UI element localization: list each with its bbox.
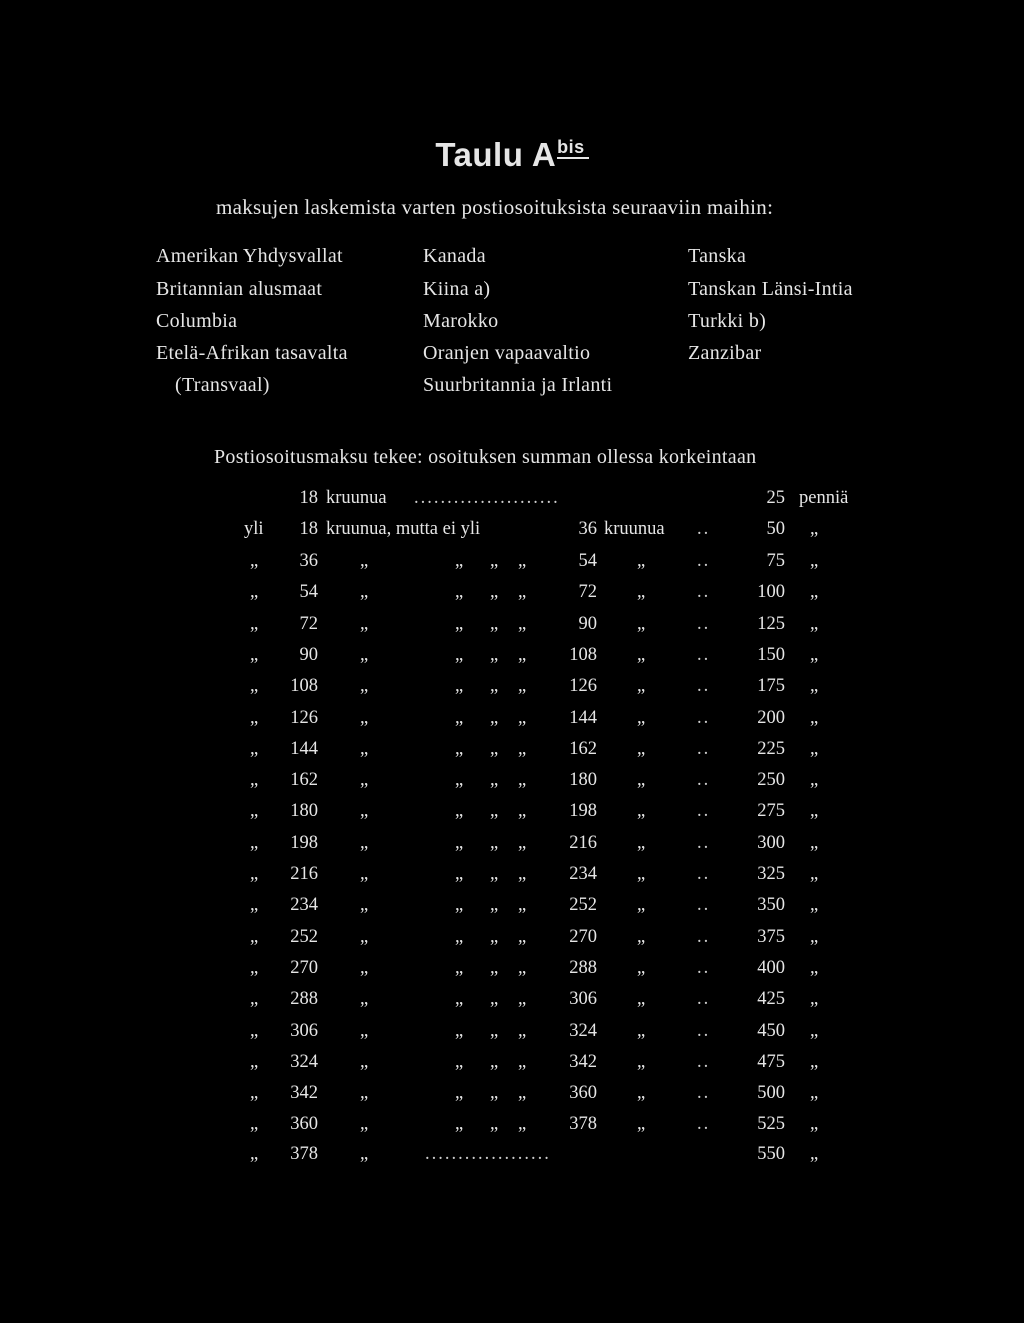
fee-value: 450 bbox=[757, 1021, 785, 1041]
fee-value: 525 bbox=[757, 1114, 785, 1134]
ditto-mark: „ bbox=[637, 1052, 646, 1072]
dot-leader: .. bbox=[697, 1083, 711, 1103]
upper-amount: 72 bbox=[578, 582, 597, 602]
ditto-mark: „ bbox=[490, 739, 499, 759]
dot-leader: .. bbox=[697, 989, 711, 1009]
ditto-mark: „ bbox=[810, 989, 819, 1009]
ditto-mark: „ bbox=[490, 864, 499, 884]
amount: 342 bbox=[290, 1083, 318, 1103]
ditto-mark: „ bbox=[490, 958, 499, 978]
fee-value: 375 bbox=[757, 927, 785, 947]
ditto-mark: „ bbox=[637, 833, 646, 853]
ditto-mark: „ bbox=[455, 551, 464, 571]
ditto-mark: „ bbox=[518, 864, 527, 884]
amount: 18 bbox=[299, 519, 318, 539]
ditto-mark: „ bbox=[490, 1114, 499, 1134]
ditto-mark: „ bbox=[360, 645, 369, 665]
ditto-mark: „ bbox=[518, 770, 527, 790]
fee-value: 100 bbox=[757, 582, 785, 602]
dot-leader: .. bbox=[697, 1021, 711, 1041]
ditto-mark: „ bbox=[360, 895, 369, 915]
amount: 378 bbox=[290, 1144, 318, 1164]
ditto-mark: „ bbox=[637, 895, 646, 915]
fee-value: 400 bbox=[757, 958, 785, 978]
ditto-mark: „ bbox=[518, 833, 527, 853]
country-item: Marokko bbox=[423, 310, 499, 332]
ditto-mark: „ bbox=[518, 1052, 527, 1072]
fee-value: 125 bbox=[757, 614, 785, 634]
ditto-mark: „ bbox=[810, 1144, 819, 1164]
dot-leader: .. bbox=[697, 801, 711, 821]
dot-leader: .. bbox=[697, 519, 711, 539]
amount: 270 bbox=[290, 958, 318, 978]
ditto-mark: „ bbox=[360, 739, 369, 759]
ditto-mark: „ bbox=[455, 927, 464, 947]
upper-amount: 378 bbox=[569, 1114, 597, 1134]
ditto-mark: „ bbox=[490, 927, 499, 947]
amount: 126 bbox=[290, 708, 318, 728]
ditto-mark: „ bbox=[250, 770, 259, 790]
ditto-mark: „ bbox=[490, 614, 499, 634]
ditto-mark: „ bbox=[490, 1083, 499, 1103]
amount: 216 bbox=[290, 864, 318, 884]
ditto-mark: „ bbox=[518, 739, 527, 759]
upper-amount: 108 bbox=[569, 645, 597, 665]
ditto-mark: „ bbox=[455, 708, 464, 728]
country-item: Columbia bbox=[156, 310, 238, 332]
fee-value: 300 bbox=[757, 833, 785, 853]
ditto-mark: „ bbox=[518, 989, 527, 1009]
title-superscript: bis bbox=[557, 137, 589, 159]
ditto-mark: „ bbox=[455, 958, 464, 978]
fee-value: 350 bbox=[757, 895, 785, 915]
fee-value: 200 bbox=[757, 708, 785, 728]
ditto-mark: „ bbox=[637, 801, 646, 821]
ditto-mark: „ bbox=[360, 1052, 369, 1072]
ditto-mark: „ bbox=[637, 1083, 646, 1103]
country-item: Kiina a) bbox=[423, 278, 491, 300]
ditto-mark: „ bbox=[490, 551, 499, 571]
upper-amount: 234 bbox=[569, 864, 597, 884]
ditto-mark: „ bbox=[455, 614, 464, 634]
country-item: Britannian alusmaat bbox=[156, 278, 323, 300]
ditto-mark: „ bbox=[637, 1021, 646, 1041]
dot-leader: .. bbox=[697, 708, 711, 728]
amount: 144 bbox=[290, 739, 318, 759]
fee-value: 25 bbox=[766, 488, 785, 508]
ditto-mark: „ bbox=[490, 833, 499, 853]
ditto-mark: „ bbox=[637, 708, 646, 728]
ditto-mark: „ bbox=[810, 770, 819, 790]
ditto-mark: „ bbox=[455, 739, 464, 759]
ditto-mark: „ bbox=[810, 1083, 819, 1103]
ditto-mark: „ bbox=[637, 551, 646, 571]
ditto-mark: „ bbox=[360, 833, 369, 853]
ditto-mark: „ bbox=[637, 645, 646, 665]
ditto-mark: „ bbox=[490, 582, 499, 602]
ditto-mark: „ bbox=[637, 958, 646, 978]
country-item: Kanada bbox=[423, 245, 486, 267]
amount: 288 bbox=[290, 989, 318, 1009]
ditto-mark: „ bbox=[637, 1114, 646, 1134]
upper-amount: 288 bbox=[569, 958, 597, 978]
ditto-mark: „ bbox=[518, 1114, 527, 1134]
country-item: Oranjen vapaavaltio bbox=[423, 342, 591, 364]
fee-value: 475 bbox=[757, 1052, 785, 1072]
ditto-mark: „ bbox=[810, 958, 819, 978]
ditto-mark: „ bbox=[250, 1083, 259, 1103]
ditto-mark: „ bbox=[810, 645, 819, 665]
subtitle: maksujen laskemista varten postiosoituksista seuraaviin maihin: bbox=[216, 195, 774, 219]
unit-label: kruunua bbox=[604, 519, 665, 539]
amount: 162 bbox=[290, 770, 318, 790]
ditto-mark: „ bbox=[637, 927, 646, 947]
upper-amount: 54 bbox=[578, 551, 597, 571]
ditto-mark: „ bbox=[490, 1052, 499, 1072]
upper-amount: 324 bbox=[569, 1021, 597, 1041]
ditto-mark: „ bbox=[250, 614, 259, 634]
ditto-mark: „ bbox=[250, 1021, 259, 1041]
ditto-mark: „ bbox=[250, 989, 259, 1009]
dot-leader: .. bbox=[697, 864, 711, 884]
fee-value: 250 bbox=[757, 770, 785, 790]
ditto-mark: „ bbox=[360, 989, 369, 1009]
ditto-mark: „ bbox=[455, 645, 464, 665]
dot-leader: .. bbox=[697, 958, 711, 978]
ditto-mark: „ bbox=[810, 739, 819, 759]
ditto-mark: „ bbox=[518, 895, 527, 915]
range-text: kruunua, mutta ei yli bbox=[326, 519, 481, 539]
country-item: Tanskan Länsi-Intia bbox=[688, 278, 853, 300]
ditto-mark: „ bbox=[637, 989, 646, 1009]
country-item: Turkki b) bbox=[688, 310, 767, 332]
fee-value: 75 bbox=[766, 551, 785, 571]
fee-unit: penniä bbox=[799, 488, 849, 508]
amount: 18 bbox=[299, 488, 318, 508]
ditto-mark: „ bbox=[360, 1083, 369, 1103]
ditto-mark: „ bbox=[518, 645, 527, 665]
ditto-mark: „ bbox=[360, 582, 369, 602]
ditto-mark: „ bbox=[637, 582, 646, 602]
ditto-mark: „ bbox=[250, 1114, 259, 1134]
ditto-mark: „ bbox=[250, 801, 259, 821]
ditto-mark: „ bbox=[490, 801, 499, 821]
ditto-mark: „ bbox=[518, 551, 527, 571]
country-item: Tanska bbox=[688, 245, 747, 267]
country-item: Etelä-Afrikan tasavalta bbox=[156, 342, 348, 364]
ditto-mark: „ bbox=[810, 582, 819, 602]
ditto-mark: „ bbox=[250, 708, 259, 728]
upper-amount: 306 bbox=[569, 989, 597, 1009]
ditto-mark: „ bbox=[360, 676, 369, 696]
ditto-mark: „ bbox=[637, 770, 646, 790]
upper-amount: 198 bbox=[569, 801, 597, 821]
ditto-mark: „ bbox=[250, 927, 259, 947]
ditto-mark: „ bbox=[360, 801, 369, 821]
amount: 306 bbox=[290, 1021, 318, 1041]
ditto-mark: „ bbox=[810, 1052, 819, 1072]
ditto-mark: „ bbox=[518, 958, 527, 978]
fee-value: 150 bbox=[757, 645, 785, 665]
dot-leader: .. bbox=[697, 582, 711, 602]
upper-amount: 360 bbox=[569, 1083, 597, 1103]
amount: 72 bbox=[299, 614, 318, 634]
page-title: Taulu $A^{bis}$ bbox=[0, 136, 1024, 174]
amount: 180 bbox=[290, 801, 318, 821]
ditto-mark: „ bbox=[490, 676, 499, 696]
unit-label: kruunua bbox=[326, 488, 387, 508]
ditto-mark: „ bbox=[250, 1144, 259, 1164]
country-item: Zanzibar bbox=[688, 342, 762, 364]
ditto-mark: „ bbox=[490, 770, 499, 790]
ditto-mark: „ bbox=[490, 645, 499, 665]
ditto-mark: „ bbox=[810, 708, 819, 728]
dot-leader: .. bbox=[697, 833, 711, 853]
country-item: Suurbritannia ja Irlanti bbox=[423, 374, 613, 396]
ditto-mark: „ bbox=[455, 833, 464, 853]
ditto-mark: „ bbox=[250, 582, 259, 602]
row-prefix: yli bbox=[244, 519, 264, 539]
ditto-mark: „ bbox=[360, 770, 369, 790]
upper-amount: 162 bbox=[569, 739, 597, 759]
upper-amount: 270 bbox=[569, 927, 597, 947]
ditto-mark: „ bbox=[360, 1021, 369, 1041]
upper-amount: 126 bbox=[569, 676, 597, 696]
ditto-mark: „ bbox=[455, 1052, 464, 1072]
ditto-mark: „ bbox=[360, 551, 369, 571]
ditto-mark: „ bbox=[810, 676, 819, 696]
dot-leader: .. bbox=[697, 1114, 711, 1134]
ditto-mark: „ bbox=[490, 1021, 499, 1041]
fee-value: 275 bbox=[757, 801, 785, 821]
ditto-mark: „ bbox=[250, 551, 259, 571]
ditto-mark: „ bbox=[250, 739, 259, 759]
ditto-mark: „ bbox=[518, 708, 527, 728]
ditto-mark: „ bbox=[518, 582, 527, 602]
ditto-mark: „ bbox=[490, 989, 499, 1009]
ditto-mark: „ bbox=[810, 1021, 819, 1041]
upper-amount: 180 bbox=[569, 770, 597, 790]
ditto-mark: „ bbox=[810, 927, 819, 947]
ditto-mark: „ bbox=[455, 676, 464, 696]
dot-leader: ................... bbox=[425, 1144, 551, 1164]
ditto-mark: „ bbox=[518, 614, 527, 634]
ditto-mark: „ bbox=[455, 864, 464, 884]
upper-amount: 144 bbox=[569, 708, 597, 728]
ditto-mark: „ bbox=[518, 801, 527, 821]
ditto-mark: „ bbox=[810, 833, 819, 853]
dot-leader: .. bbox=[697, 770, 711, 790]
country-item: (Transvaal) bbox=[175, 374, 270, 396]
ditto-mark: „ bbox=[360, 864, 369, 884]
upper-amount: 90 bbox=[578, 614, 597, 634]
ditto-mark: „ bbox=[250, 895, 259, 915]
fee-value: 175 bbox=[757, 676, 785, 696]
ditto-mark: „ bbox=[360, 1144, 369, 1164]
ditto-mark: „ bbox=[810, 551, 819, 571]
ditto-mark: „ bbox=[518, 1021, 527, 1041]
ditto-mark: „ bbox=[455, 770, 464, 790]
ditto-mark: „ bbox=[518, 1083, 527, 1103]
ditto-mark: „ bbox=[637, 739, 646, 759]
dot-leader: .. bbox=[697, 1052, 711, 1072]
upper-amount: 342 bbox=[569, 1052, 597, 1072]
ditto-mark: „ bbox=[250, 864, 259, 884]
dot-leader: .. bbox=[697, 895, 711, 915]
ditto-mark: „ bbox=[637, 614, 646, 634]
upper-amount: 36 bbox=[578, 519, 597, 539]
ditto-mark: „ bbox=[360, 927, 369, 947]
upper-amount: 216 bbox=[569, 833, 597, 853]
dot-leader: .. bbox=[697, 645, 711, 665]
dot-leader: ...................... bbox=[414, 488, 560, 508]
amount: 324 bbox=[290, 1052, 318, 1072]
country-item: Amerikan Yhdysvallat bbox=[156, 245, 343, 267]
dot-leader: .. bbox=[697, 614, 711, 634]
fee-value: 425 bbox=[757, 989, 785, 1009]
amount: 90 bbox=[299, 645, 318, 665]
ditto-mark: „ bbox=[518, 927, 527, 947]
intro-text: Postiosoitusmaksu tekee: osoituksen summan ollessa korkeintaan bbox=[214, 446, 757, 468]
ditto-mark: „ bbox=[455, 1114, 464, 1134]
fee-value: 550 bbox=[757, 1144, 785, 1164]
ditto-mark: „ bbox=[360, 958, 369, 978]
ditto-mark: „ bbox=[250, 833, 259, 853]
fee-value: 225 bbox=[757, 739, 785, 759]
ditto-mark: „ bbox=[810, 864, 819, 884]
ditto-mark: „ bbox=[810, 519, 819, 539]
dot-leader: .. bbox=[697, 676, 711, 696]
ditto-mark: „ bbox=[455, 1021, 464, 1041]
amount: 360 bbox=[290, 1114, 318, 1134]
ditto-mark: „ bbox=[250, 645, 259, 665]
ditto-mark: „ bbox=[637, 676, 646, 696]
amount: 234 bbox=[290, 895, 318, 915]
ditto-mark: „ bbox=[455, 582, 464, 602]
fee-value: 50 bbox=[766, 519, 785, 539]
ditto-mark: „ bbox=[360, 708, 369, 728]
ditto-mark: „ bbox=[250, 676, 259, 696]
fee-value: 500 bbox=[757, 1083, 785, 1103]
ditto-mark: „ bbox=[455, 801, 464, 821]
ditto-mark: „ bbox=[518, 676, 527, 696]
ditto-mark: „ bbox=[637, 864, 646, 884]
amount: 198 bbox=[290, 833, 318, 853]
amount: 36 bbox=[299, 551, 318, 571]
dot-leader: .. bbox=[697, 927, 711, 947]
ditto-mark: „ bbox=[455, 989, 464, 1009]
ditto-mark: „ bbox=[360, 614, 369, 634]
ditto-mark: „ bbox=[250, 1052, 259, 1072]
dot-leader: .. bbox=[697, 739, 711, 759]
upper-amount: 252 bbox=[569, 895, 597, 915]
ditto-mark: „ bbox=[810, 895, 819, 915]
ditto-mark: „ bbox=[810, 1114, 819, 1134]
amount: 108 bbox=[290, 676, 318, 696]
amount: 252 bbox=[290, 927, 318, 947]
dot-leader: .. bbox=[697, 551, 711, 571]
fee-value: 325 bbox=[757, 864, 785, 884]
ditto-mark: „ bbox=[455, 1083, 464, 1103]
amount: 54 bbox=[299, 582, 318, 602]
ditto-mark: „ bbox=[810, 801, 819, 821]
ditto-mark: „ bbox=[490, 895, 499, 915]
ditto-mark: „ bbox=[490, 708, 499, 728]
ditto-mark: „ bbox=[810, 614, 819, 634]
ditto-mark: „ bbox=[250, 958, 259, 978]
ditto-mark: „ bbox=[455, 895, 464, 915]
ditto-mark: „ bbox=[360, 1114, 369, 1134]
